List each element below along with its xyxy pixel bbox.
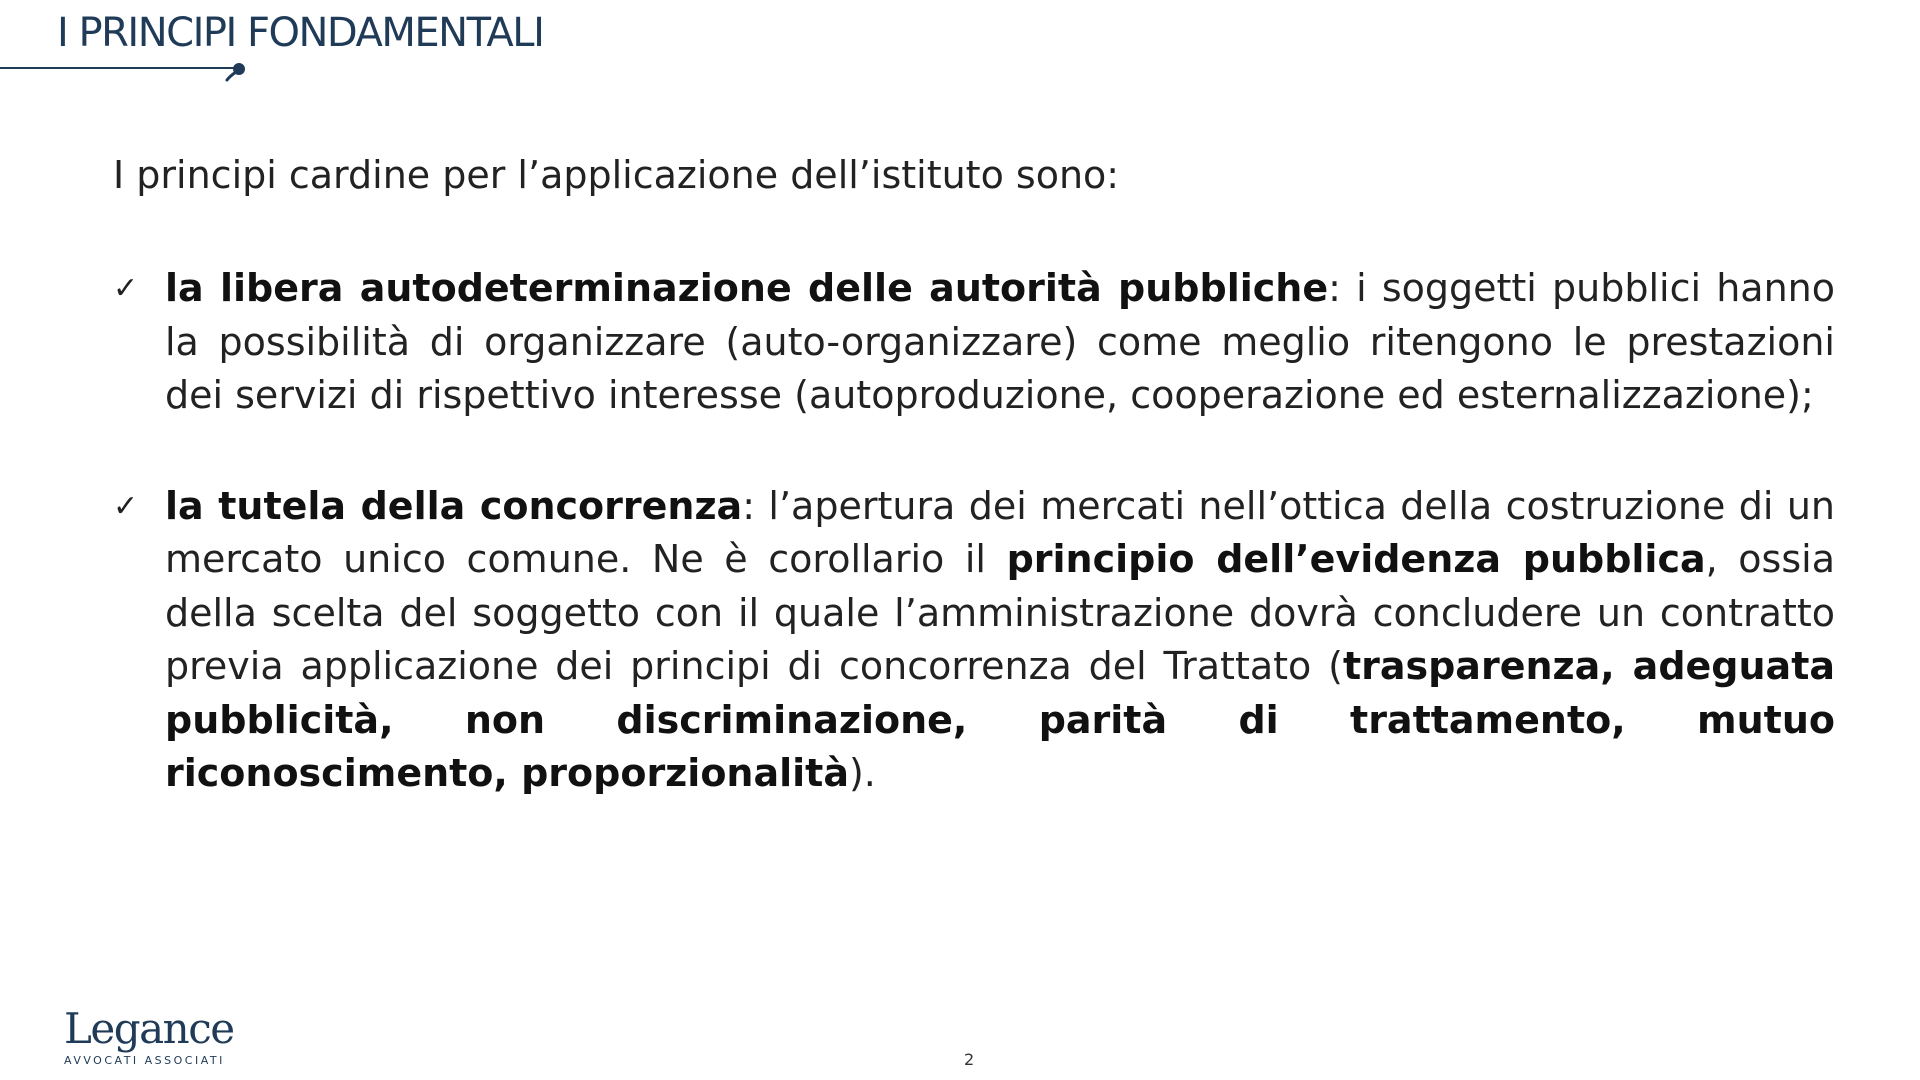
bullet-text: [165, 266, 1835, 417]
slide-title: I PRINCIPI FONDAMENTALI: [57, 10, 544, 56]
bullet-text: [165, 484, 1835, 796]
legance-logo: [64, 1004, 234, 1068]
list-item: [113, 262, 1835, 423]
body-text: : i soggetti pubblici hanno la possibilità di organizzare (auto-organizzare) come meglio ritengono le prestazioni dei servizi di rispettivo interesse (autoproduzione, cooperazione ed esternalizzazione);: [165, 266, 1835, 417]
check-icon: ✓: [113, 271, 139, 306]
bold-text: trasparenza, adeguata pubblicità, non discriminazione, parità di trattamento, mutuo riconoscimento, proporzionalità: [165, 644, 1835, 795]
logo-subtitle: AVVOCATI ASSOCIATI: [64, 1054, 225, 1067]
bold-text: la libera autodeterminazione delle autorità pubbliche: [165, 266, 1329, 310]
page-number: 2: [964, 1050, 975, 1069]
bold-text: la tutela della concorrenza: [165, 483, 743, 528]
title-underline: [0, 56, 250, 86]
body-text: , ossia della scelta del soggetto con il quale l’amministrazione dovrà concludere un contratto previa applicazione dei principi di concorrenza del Trattato (: [165, 537, 1835, 688]
logo-name: Legance: [64, 1004, 234, 1053]
principles-list: [113, 262, 1835, 858]
body-text: : l’apertura dei mercati nell’ottica della costruzione di un mercato unico comune. Ne è corollario il: [165, 483, 1835, 581]
intro-text: I principi cardine per l’applicazione dell’istituto sono:: [113, 153, 1120, 197]
body-text: ).: [848, 751, 876, 795]
bold-text: principio dell’evidenza pubblica: [1006, 537, 1706, 581]
list-item: [113, 480, 1835, 801]
check-icon: ✓: [113, 488, 139, 524]
